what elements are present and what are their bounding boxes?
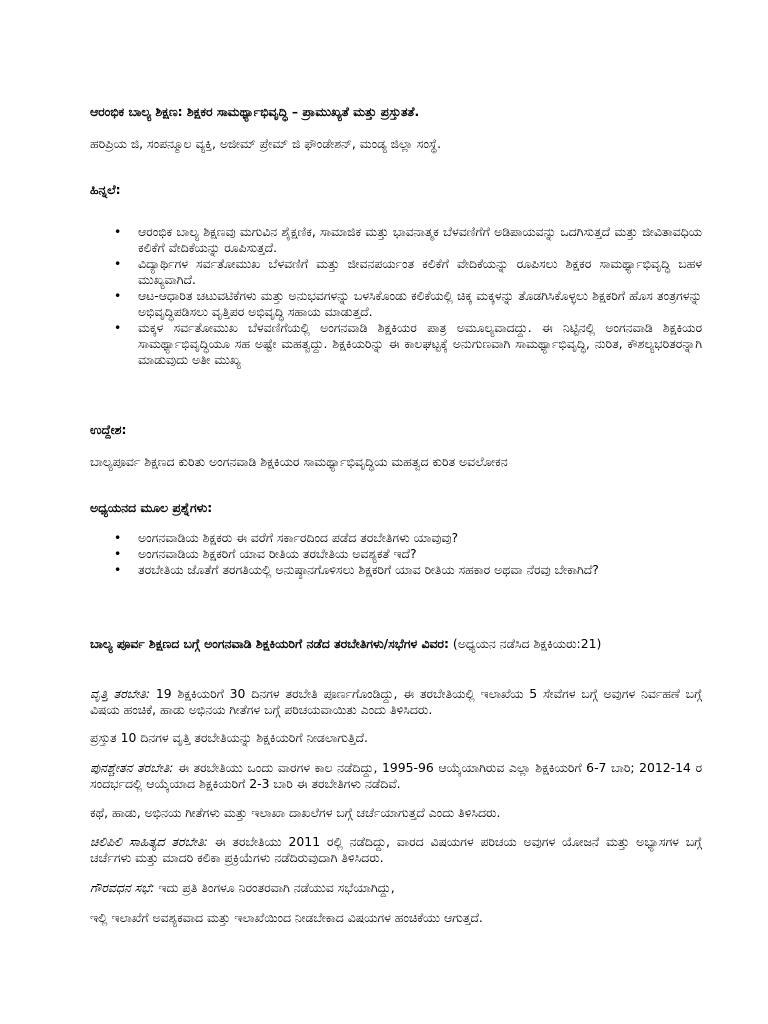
list-item-text: ಅಂಗನವಾಡಿಯ ಶಿಕ್ಷಕರು ಈ ವರೆಗೆ ಸರ್ಕಾರದಿಂದ ಪಡೆದ ತರಬೇತಿಗಳು ಯಾವುವು? [138, 530, 459, 545]
paragraph-label: ಪುನಶ್ಚೇತನ ತರಬೇತಿ: [90, 760, 174, 775]
bullet-icon: • [114, 562, 122, 577]
bullet-icon: • [114, 320, 122, 335]
bullet-icon: • [114, 288, 122, 303]
bullet-icon: • [114, 530, 122, 545]
paragraph-label: ಚಿಲಿಪಿಲಿ ಸಾಹಿತ್ಯದ ತರಬೇತಿ: [90, 834, 208, 849]
list-item-text: ಮಕ್ಕಳ ಸರ್ವತೋಮುಖ ಬೆಳವಣಿಗೆಯಲ್ಲಿ ಅಂಗನವಾಡಿ ಶಿಕ್ಷಕಿಯರ ಪಾತ್ರ ಅಮೂಲ್ಯವಾದದ್ದು. ಈ ನಿಟ್ಟಿನಲ್ಲಿ ಅಂಗನವಾಡಿ ಶಿಕ್ಷಕಿಯರ ಸಾಮರ್ಥ್ಯಾಭಿವೃದ್ಧಿಯೂ ಸಹ ಅಷ್ಟೇ ಮಹತ್ವದ್ದು. ಶಿಕ್ಷಕಿಯರಿನ್ನು ಈ ಕಾಲಘಟ್ಟಕ್ಕೆ ಅನುಗುಣವಾಗಿ ಸಾಮರ್ಥ್ಯಾಭಿವೃದ್ಧಿ, ನುರಿತ, ಕೌಶಲ್ಯಭರಿತರನ್ನಾಗಿ ಮಾಡುವುದು ಅತೀ ಮುಖ್ಯ [138, 320, 702, 367]
paragraph-text: 19 ಶಿಕ್ಷಕಿಯರಿಗೆ 30 ದಿನಗಳ ತರಬೇತಿ ಪೂರ್ಣಗೊಂಡಿದ್ದು, ಈ ತರಬೇತಿಯಲ್ಲಿ ಇಲಾಖೆಯ 5 ಸೇವೆಗಳ ಬಗ್ಗೆ ಅವುಗಳ ನಿರ್ವಹಣೆ ಬಗ್ಗೆ ವಿಷಯ ಹಂಚಿಕೆ, ಹಾಡು ಅಭಿನಯ ಗೀತೆಗಳ ಬಗ್ಗೆ ಪರಿಚಯವಾಯಿತು ಎಂದು ತಿಳಿಸಿದರು. [90, 686, 702, 717]
paragraph-department-sharing: ಇಲ್ಲಿ ಇಲಾಖೆಗೆ ಅವಶ್ಯಕವಾದ ಮತ್ತು ಇಲಾಖೆಯಿಂದ ನೀಡಬೇಕಾದ ವಿಷಯಗಳ ಹಂಚಿಕೆಯು ಆಗುತ್ತದೆ. [90, 910, 483, 925]
list-item [90, 256, 702, 288]
paragraph-text: ಈ ತರಬೇತಿಯು ಒಂದು ವಾರಗಳ ಕಾಲ ನಡೆದಿದ್ದು, 1995-96 ಆಯ್ಕೆಯಾಗಿರುವ ಎಲ್ಲಾ ಶಿಕ್ಷಕಿಯರಿಗೆ 6-7 ಬಾರಿ; 2012-14 ರ ಸಂದರ್ಭದಲ್ಲಿ ಆಯ್ಕೆಯಾದ ಶಿಕ್ಷಕಿಯರಿಗೆ 2-3 ಬಾರಿ ಈ ತರಬೇತಿಗಳು ನಡೆದಿವೆ. [90, 760, 702, 791]
paragraph-discussion: ಕಥೆ, ಹಾಡು, ಅಭಿನಯ ಗೀತೆಗಳು ಮತ್ತು ಇಲಾಖಾ ದಾಖಲೆಗಳ ಬಗ್ಗೆ ಚರ್ಚೆಯಾಗುತ್ತದೆ ಎಂದು ತಿಳಿಸಿದರು. [90, 805, 501, 820]
details-heading-note: (ಅಧ್ಯಯನ ನಡೆಸಿದ ಶಿಕ್ಷಕಿಯರು:21) [452, 636, 602, 651]
background-list [90, 224, 702, 368]
list-item [90, 288, 702, 320]
paragraph-vocational-training [90, 686, 702, 718]
paragraph-honorarium-meeting [90, 880, 702, 896]
list-item-text: ತರಬೇತಿಯ ಜೊತೆಗೆ ತರಗತಿಯಲ್ಲಿ ಅನುಷ್ಠಾನಗೊಳಿಸಲು ಶಿಕ್ಷಕರಿಗೆ ಯಾವ ರೀತಿಯ ಸಹಕಾರ ಅಥವಾ ನೆರವು ಬೇಕಾಗಿದೆ? [138, 562, 599, 577]
paragraph-current-training: ಪ್ರಸ್ತುತ 10 ದಿನಗಳ ವೃತ್ತಿ ತರಬೇತಿಯನ್ನು ಶಿಕ್ಷಕಿಯರಿಗೆ ನೀಡಲಾಗುತ್ತಿದೆ. [90, 730, 368, 745]
paragraph-text: ಈ ತರಬೇತಿಯು 2011 ರಲ್ಲಿ ನಡೆದಿದ್ದು, ವಾರದ ವಿಷಯಗಳ ಪರಿಚಯ ಅವುಗಳ ಯೋಜನೆ ಮತ್ತು ಅಭ್ಯಾಸಗಳ ಬಗ್ಗೆ ಚರ್ಚೆಗಳು ಮತ್ತು ಮಾದರಿ ಕಲಿಕಾ ಪ್ರಕ್ರಿಯೆಗಳು ನಡೆದಿರುವುದಾಗಿ ತಿಳಿಸಿದರು. [90, 834, 702, 865]
background-heading: ಹಿನ್ನಲೆ: [90, 182, 121, 197]
bullet-icon: • [114, 256, 122, 271]
questions-heading: ಅಧ್ಯಯನದ ಮೂಲ ಪ್ರಶ್ನೆಗಳು: [90, 500, 213, 515]
bullet-icon: • [114, 546, 122, 561]
document-title: ಆರಂಭಿಕ ಬಾಲ್ಯ ಶಿಕ್ಷಣ: ಶಿಕ್ಷಕರ ಸಾಮರ್ಥ್ಯಾಭಿವೃದ್ಧಿ – ಪ್ರಾಮುಖ್ಯತೆ ಮತ್ತು ಪ್ರಸ್ತುತತೆ. [90, 104, 420, 119]
paragraph-chilipili-training [90, 834, 702, 866]
list-item-text: ಆಟ-ಆಧಾರಿತ ಚಟುವಟಿಕೆಗಳು ಮತ್ತು ಅನುಭವಗಳನ್ನು ಬಳಸಿಕೊಂಡು ಕಲಿಕೆಯಲ್ಲಿ ಚಿಕ್ಕ ಮಕ್ಕಳನ್ನು ತೊಡಗಿಸಿಕೊಳ್ಳಲು ಶಿಕ್ಷಕರಿಗೆ ಹೊಸ ತಂತ್ರಗಳನ್ನು ಅಭಿವೃದ್ಧಿಪಡಿಸಲು ವೃತ್ತಿಪರ ಅಭಿವೃದ್ಧಿ ಸಹಾಯ ಮಾಡುತ್ತದೆ. [138, 288, 702, 319]
details-heading: ಬಾಲ್ಯ ಪೂರ್ವ ಶಿಕ್ಷಣದ ಬಗ್ಗೆ ಅಂಗನವಾಡಿ ಶಿಕ್ಷಕಿಯರಿಗೆ ನಡೆದ ತರಬೇತಿಗಳು/ಸಭೆಗಳ ವಿವರ: [90, 636, 449, 651]
bullet-icon: • [114, 224, 122, 239]
author-line: ಹರಿಪ್ರಿಯ ಜಿ, ಸಂಪನ್ಮೂಲ ವ್ಯಕ್ತಿ, ಅಜೀಮ್ ಪ್ರೇಮ್ ಜಿ ಫೌಂಡೇಶನ್, ಮಂಡ್ಯ ಜಿಲ್ಲಾ ಸಂಸ್ಥೆ. [90, 136, 442, 151]
list-item [90, 224, 702, 256]
list-item-text: ಆರಂಭಿಕ ಬಾಲ್ಯ ಶಿಕ್ಷಣವು ಮಗುವಿನ ಶೈಕ್ಷಣಿಕ, ಸಾಮಾಜಿಕ ಮತ್ತು ಭಾವನಾತ್ಮಕ ಬೆಳವಣಿಗೆಗೆ ಅಡಿಪಾಯವನ್ನು ಒದಗಿಸುತ್ತದೆ ಮತ್ತು ಜೀವಿತಾವಧಿಯ ಕಲಿಕೆಗೆ ವೇದಿಕೆಯನ್ನು ರೂಪಿಸುತ್ತದೆ. [138, 224, 702, 255]
list-item [90, 320, 702, 368]
objective-heading: ಉದ್ದೇಶ: [90, 422, 127, 437]
objective-text: ಬಾಲ್ಯಪೂರ್ವ ಶಿಕ್ಷಣದ ಕುರಿತು ಅಂಗನವಾಡಿ ಶಿಕ್ಷಕಿಯರ ಸಾಮರ್ಥ್ಯಾಭಿವೃದ್ಧಿಯ ಮಹತ್ವದ ಕುರಿತ ಅವಲೋಕನ [90, 454, 508, 469]
paragraph-text: ಇದು ಪ್ರತಿ ತಿಂಗಳೂ ನಿರಂತರವಾಗಿ ನಡೆಯುವ ಸಭೆಯಾಗಿದ್ದು, [158, 880, 395, 895]
paragraph-label: ವೃತ್ತಿ ತರಬೇತಿ: [90, 686, 151, 701]
questions-list [90, 530, 702, 578]
details-heading-paragraph [90, 636, 702, 652]
list-item-text: ವಿದ್ಯಾರ್ಥಿಗಳ ಸರ್ವತೋಮುಖ ಬೆಳವಣಿಗೆ ಮತ್ತು ಜೀವನಪರ್ಯಂತ ಕಲಿಕೆಗೆ ವೇದಿಕೆಯನ್ನು ರೂಪಿಸಲು ಶಿಕ್ಷಕರ ಸಾಮರ್ಥ್ಯಾಭಿವೃದ್ಧಿ ಬಹಳ ಮುಖ್ಯವಾಗಿದೆ. [138, 256, 702, 287]
list-item [90, 562, 702, 578]
list-item [90, 530, 702, 546]
paragraph-label: ಗೌರವಧನ ಸಭೆ: [90, 880, 155, 895]
list-item-text: ಅಂಗನವಾಡಿಯ ಶಿಕ್ಷಕರಿಗೆ ಯಾವ ರೀತಿಯ ತರಬೇತಿಯ ಅವಶ್ಯಕತೆ ಇದೆ? [138, 546, 417, 561]
list-item [90, 546, 702, 562]
paragraph-refresher-training [90, 760, 702, 792]
